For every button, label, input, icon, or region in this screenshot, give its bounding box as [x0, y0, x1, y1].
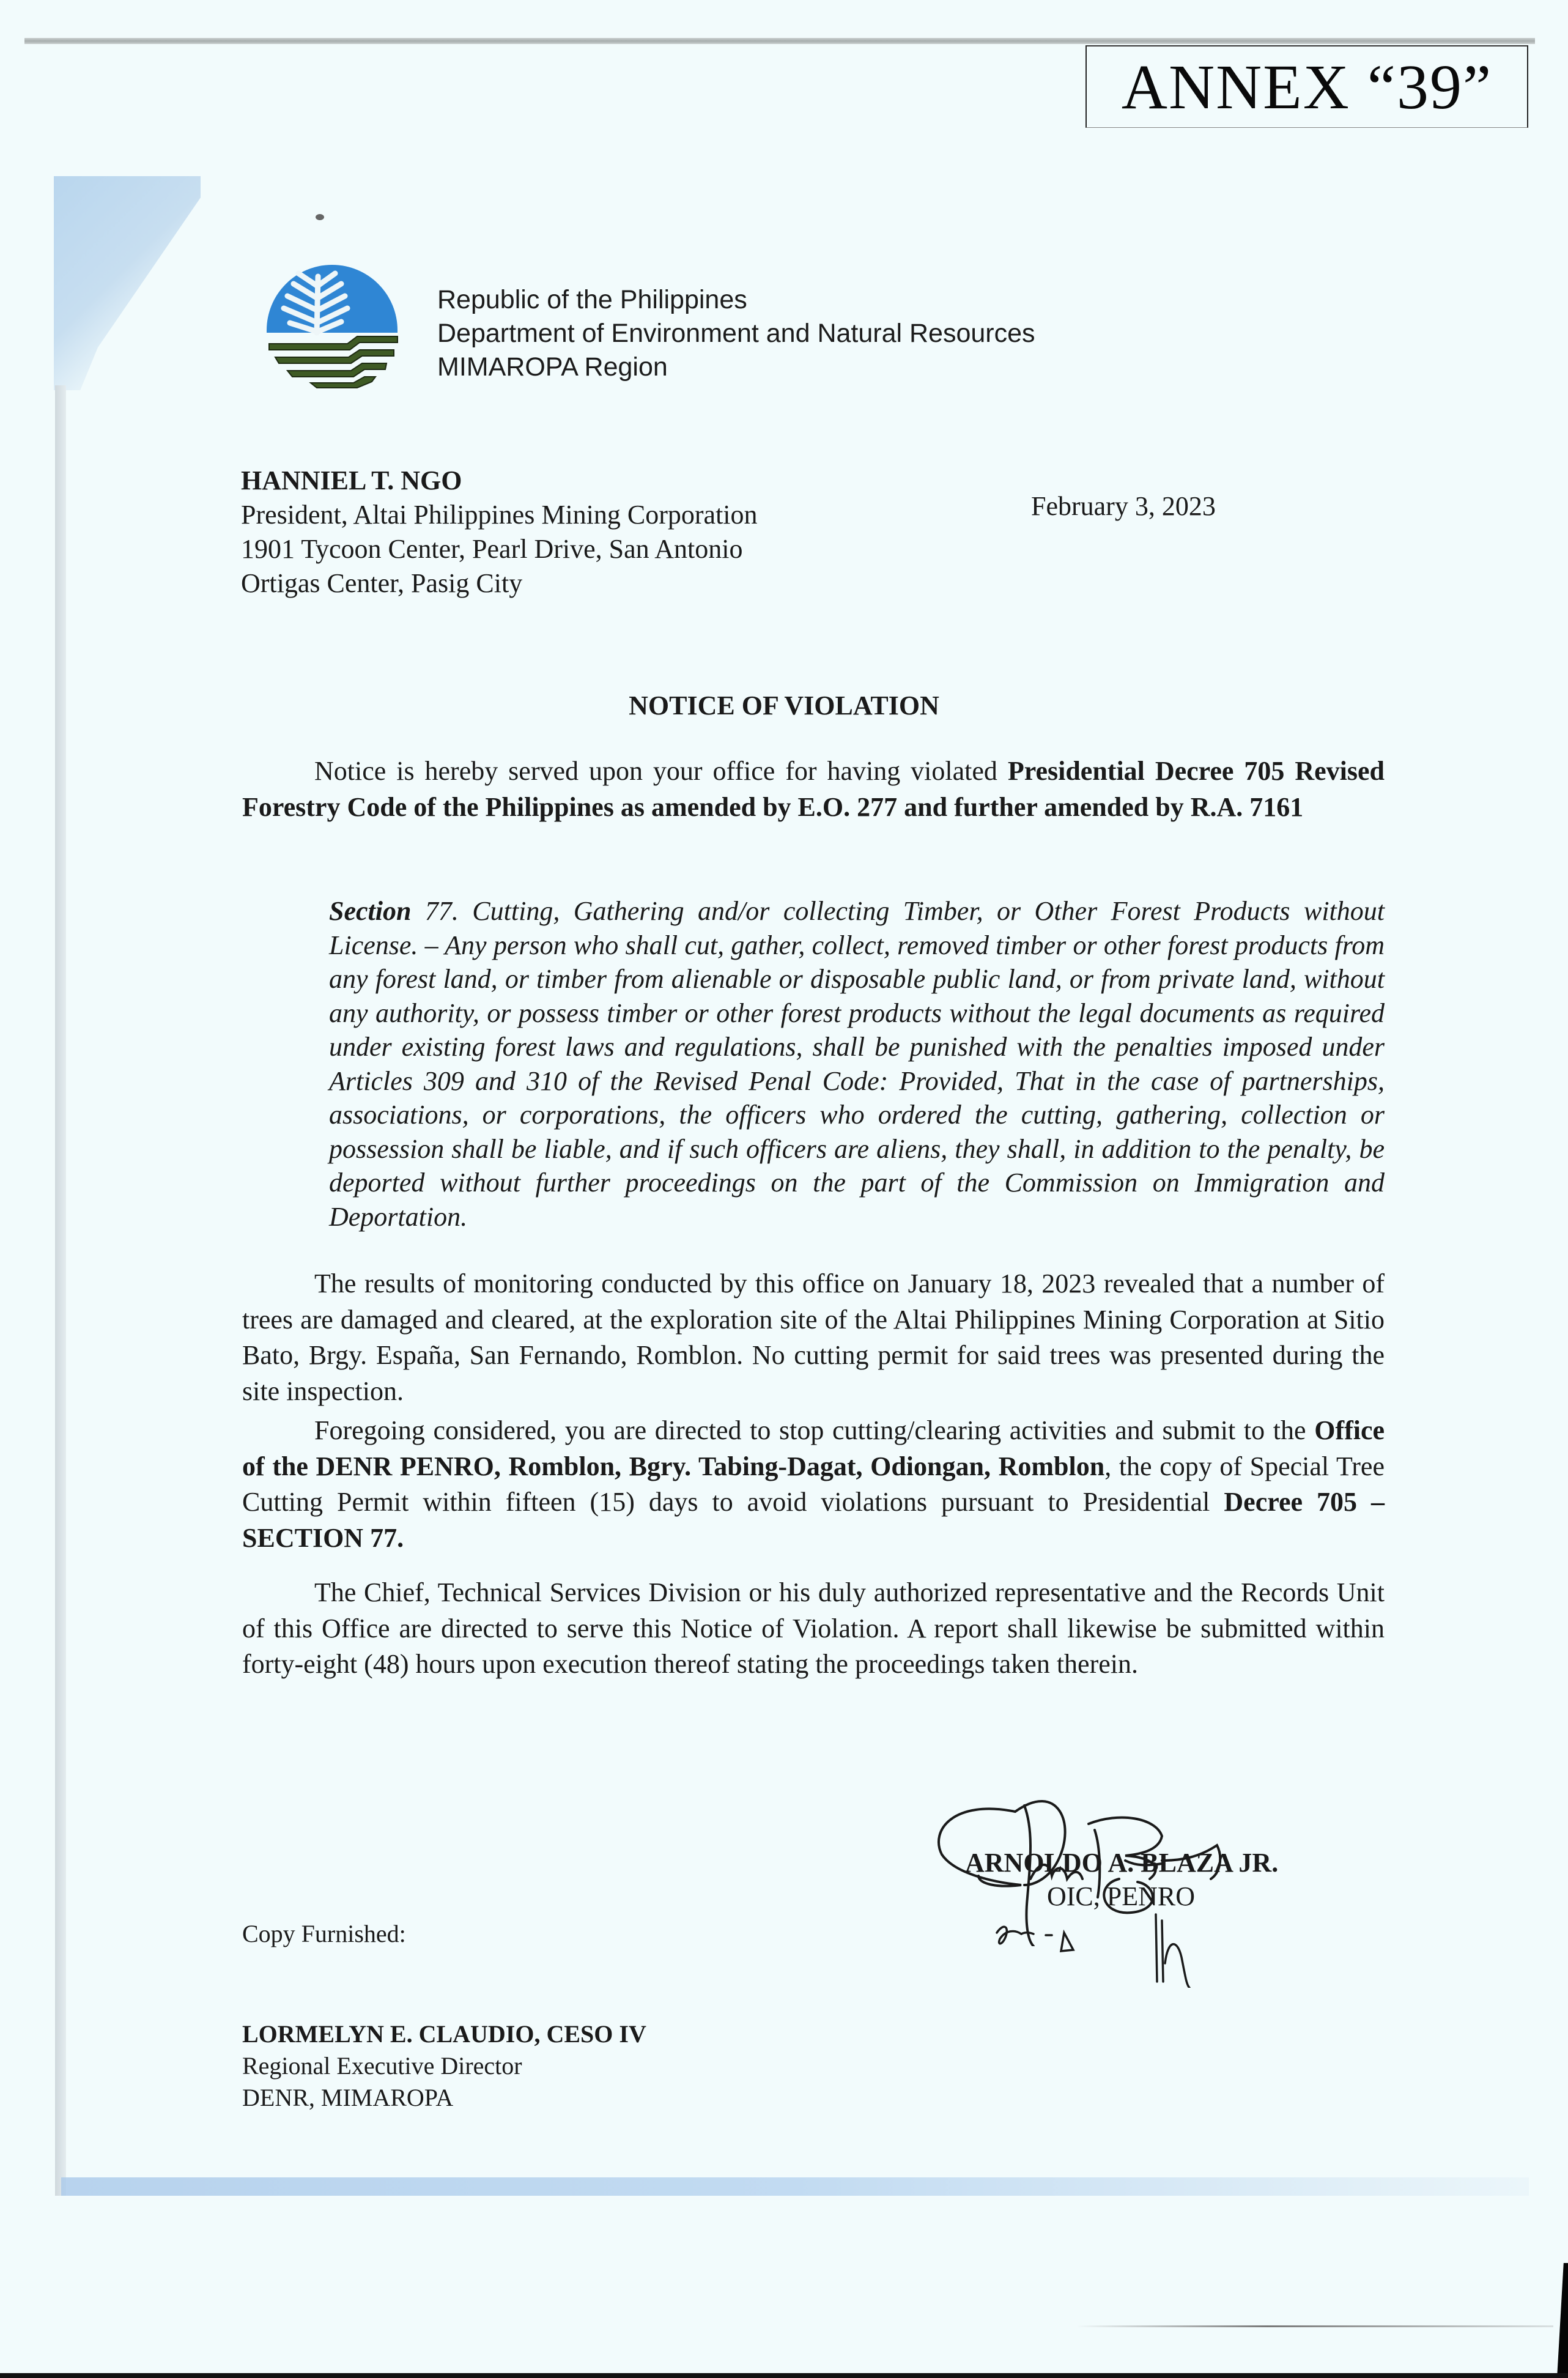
signatory-name: ARNOLDO A. BLAZA JR. [965, 1848, 1279, 1878]
addressee-address-line1: 1901 Tycoon Center, Pearl Drive, San Antonio [241, 534, 743, 564]
addressee-name: HANNIEL T. NGO [241, 465, 462, 495]
paragraph-notice-decree: Presidential Decree 705 Revised Forestry Code of the Philippines as amended by E.O. 277 and further amended by R.A. 7161 [242, 756, 1385, 822]
signatory-title: OIC, PENRO [1047, 1881, 1196, 1911]
addressee-position: President, Altai Philippines Mining Corporation [241, 500, 758, 530]
letterhead-department: Department of Environment and Natural Resources [437, 319, 1035, 348]
letterhead [437, 283, 1035, 384]
paragraph-directive [242, 1413, 1385, 1556]
paragraph-directive-part2: , the copy of Special Tree Cutting Permit within fifteen (15) days to avoid violations pursuant to Presidential [242, 1451, 1385, 1517]
quote-body: – Any person who shall cut, gather, collect, removed timber or other forest products from any forest land, or timber from alienable or disposable public land, or from private land, without any authority, or possess timber or other forest products without the legal documents as required under existing forest laws and regulations, shall be punished with the penalties imposed under Articles 309 and 310 of the Revised Penal Code: Provided, That in the case of partnerships, associations, or corporations, the officers who ordered the cutting, gathering, collection or possession shall be liable, and if such officers are aliens, they shall, in addition to the penalty, be deported without further proceedings on the part of the Commission on Immigration and Deportation. [329, 930, 1385, 1232]
addressee-address-line2: Ortigas Center, Pasig City [241, 568, 523, 598]
annex-label: ANNEX “39” [1085, 45, 1528, 128]
addressee-block [241, 464, 758, 601]
paragraph-directive-decree: Decree 705 – SECTION 77. [242, 1487, 1385, 1553]
denr-logo-icon [256, 252, 409, 393]
copy-furnished-block [242, 2018, 646, 2114]
copy-furnished-office: DENR, MIMAROPA [242, 2084, 454, 2111]
scan-bottom-strip [0, 2373, 1568, 2378]
copy-furnished-label: Copy Furnished: [242, 1920, 406, 1947]
quote-section-label: Section [329, 896, 412, 926]
top-rule [24, 38, 1535, 44]
quoted-section-77 [329, 894, 1385, 1234]
paragraph-directive-office: Office of the DENR PENRO, Romblon, Bgry. Tabing-Dagat, Odiongan, Romblon [242, 1415, 1385, 1481]
scan-left-edge [55, 385, 66, 2196]
paragraph-notice-text: Notice is hereby served upon your office for having violated [314, 756, 1008, 786]
paragraph-notice [242, 754, 1385, 825]
scan-corner-wash [54, 176, 201, 390]
paragraph-service-text: The Chief, Technical Services Division or his duly authorized representative and the Records Unit of this Office are directed to serve this Notice of Violation. A report shall likewise be submitted within forty-eight (48) hours upon execution thereof stating the proceedings taken therein. [242, 1577, 1385, 1679]
paragraph-monitoring-text: The results of monitoring conducted by this office on January 18, 2023 revealed that a number of trees are damaged and cleared, at the exploration site of the Altai Philippines Mining Corporation at Sitio Bato, Brgy. España, San Fernando, Romblon. No cutting permit for said trees was presented during the site inspection. [242, 1269, 1385, 1406]
copy-furnished-position: Regional Executive Director [242, 2052, 522, 2080]
letterhead-region: MIMAROPA Region [437, 352, 668, 382]
scan-bottom-wash [61, 2177, 1529, 2196]
scan-speck [316, 214, 324, 220]
copy-furnished-name: LORMELYN E. CLAUDIO, CESO IV [242, 2020, 646, 2048]
document-title: NOTICE OF VIOLATION [629, 691, 939, 720]
scan-bottom-rule [1076, 2325, 1553, 2327]
scan-right-corner [1557, 2263, 1568, 2378]
paragraph-monitoring [242, 1266, 1385, 1409]
letter-date: February 3, 2023 [1031, 491, 1216, 521]
paragraph-directive-part1: Foregoing considered, you are directed to stop cutting/clearing activities and submit to the [314, 1415, 1315, 1445]
paragraph-service [242, 1575, 1385, 1683]
quote-heading: 77. Cutting, Gathering and/or collecting Timber, or Other Forest Products without License. [329, 896, 1385, 960]
letterhead-republic: Republic of the Philippines [437, 285, 747, 314]
handwritten-initials-icon [954, 1896, 1223, 1988]
